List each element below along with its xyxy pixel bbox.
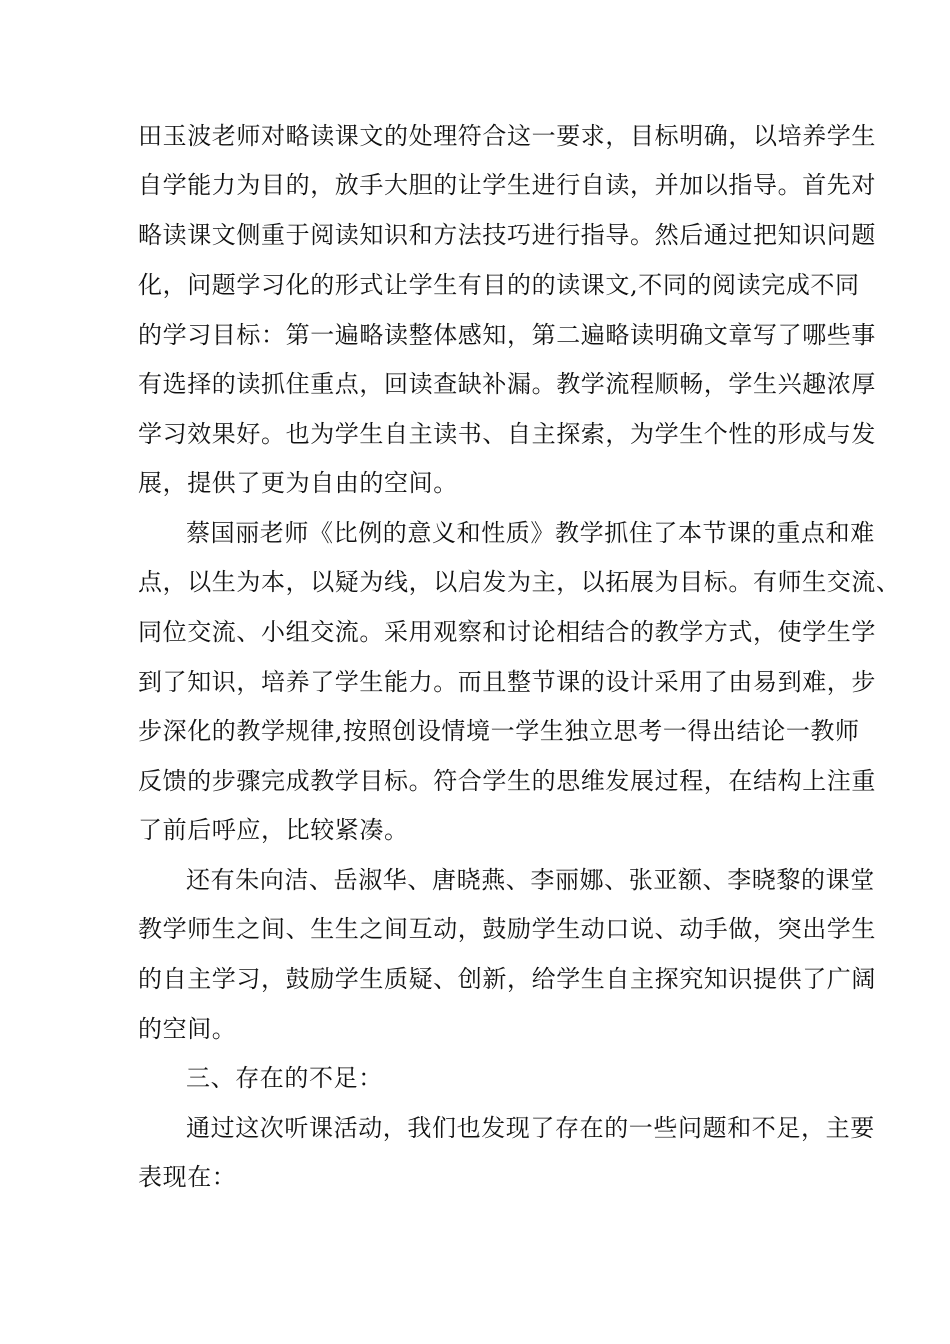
paragraph-line: 学习效果好。也为学生自主读书、自主探索，为学生个性的形成与发 <box>138 420 876 448</box>
paragraph-line: 的空间。 <box>138 1015 237 1043</box>
paragraph-line: 的学习目标：第一遍略读整体感知，第二遍略读明确文章写了哪些事 <box>138 321 876 349</box>
paragraph-line: 了前后呼应，比较紧凑。 <box>138 816 409 844</box>
paragraph-line: 化，问题学习化的形式让学生有目的的读课文,不同的阅读完成不同 <box>138 271 860 299</box>
paragraph-line: 略读课文侧重于阅读知识和方法技巧进行指导。然后通过把知识问题 <box>138 221 876 249</box>
paragraph-line: 自学能力为目的，放手大胆的让学生进行自读，并加以指导。首先对 <box>138 171 876 199</box>
paragraph-line: 蔡国丽老师《比例的意义和性质》教学抓住了本节课的重点和难 <box>186 519 875 547</box>
paragraph-line: 的自主学习，鼓励学生质疑、创新，给学生自主探究知识提供了广阔 <box>138 965 876 993</box>
paragraph-line: 表现在： <box>138 1163 237 1191</box>
paragraph-line: 点，以生为本，以疑为线，以启发为主，以拓展为目标。有师生交流、 <box>138 568 901 596</box>
section-heading: 三、存在的不足： <box>186 1064 383 1092</box>
paragraph-line: 步深化的教学规律,按照创设情境一学生独立思考一得出结论一教师 <box>138 717 860 745</box>
paragraph-line: 田玉波老师对略读课文的处理符合这一要求，目标明确，以培养学生 <box>138 122 876 150</box>
paragraph-line: 反馈的步骤完成教学目标。符合学生的思维发展过程，在结构上注重 <box>138 767 876 795</box>
paragraph-line: 展，提供了更为自由的空间。 <box>138 469 458 497</box>
paragraph-line: 同位交流、小组交流。采用观察和讨论相结合的教学方式，使学生学 <box>138 618 876 646</box>
paragraph-line: 通过这次听课活动，我们也发现了存在的一些问题和不足，主要 <box>186 1114 875 1142</box>
paragraph-line: 有选择的读抓住重点，回读查缺补漏。教学流程顺畅，学生兴趣浓厚 <box>138 370 876 398</box>
paragraph-line: 到了知识，培养了学生能力。而且整节课的设计采用了由易到难，步 <box>138 668 876 696</box>
paragraph-line: 教学师生之间、生生之间互动，鼓励学生动口说、动手做，突出学生 <box>138 915 876 943</box>
paragraph-line: 还有朱向洁、岳淑华、唐晓燕、李丽娜、张亚额、李晓黎的课堂 <box>186 866 875 894</box>
